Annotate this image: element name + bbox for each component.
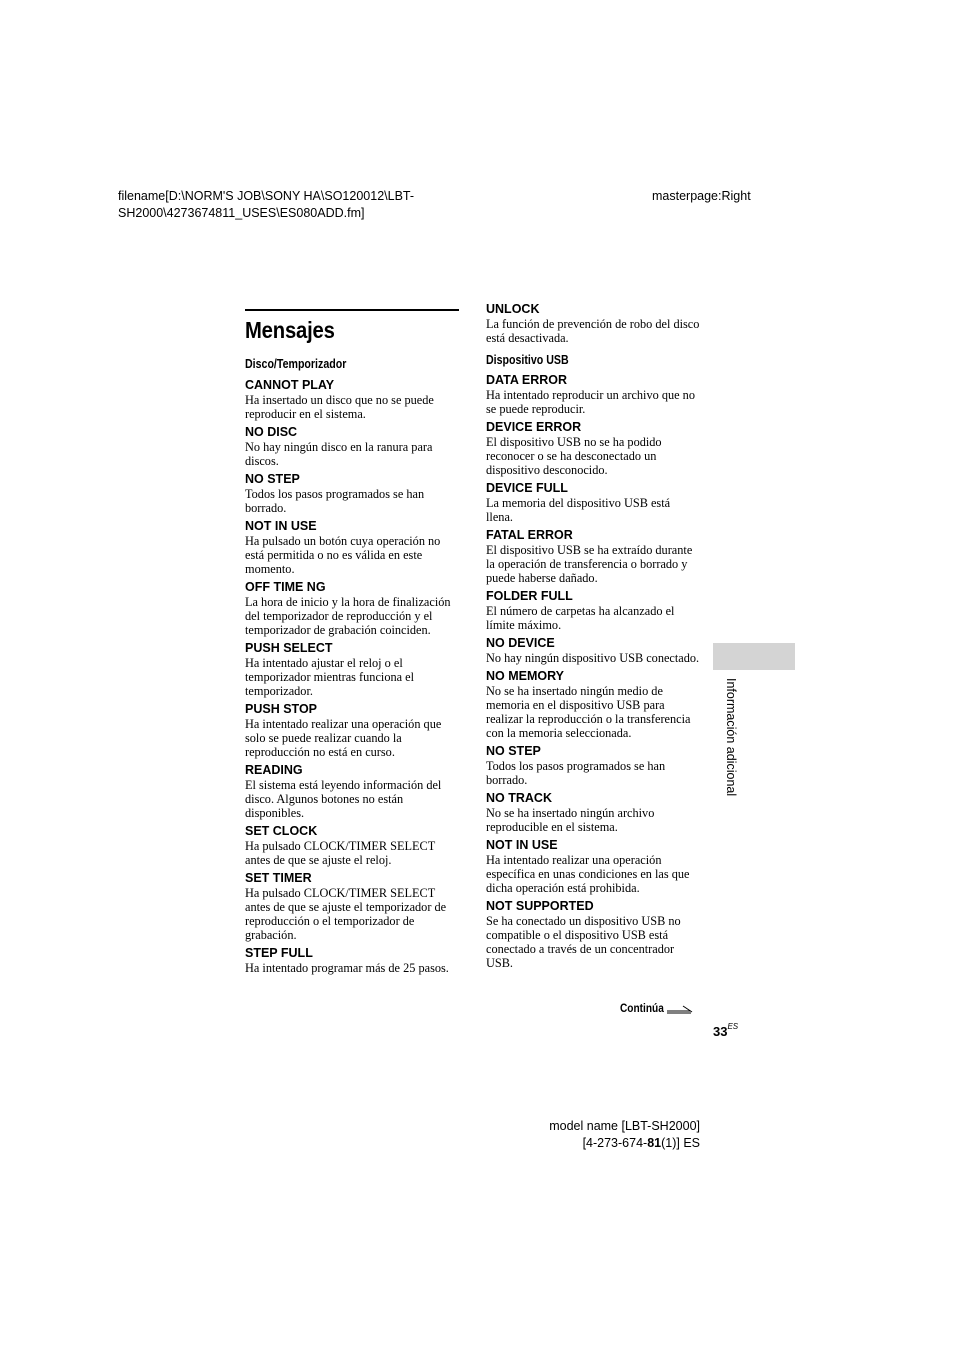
message-entry xyxy=(245,378,459,421)
message-description: Ha intentado realizar una operación que solo se puede realizar cuando la reproducción no está en curso. xyxy=(245,717,442,759)
message-description: Ha insertado un disco que no se puede reproducir en el sistema. xyxy=(245,393,434,421)
message-term: NO STEP xyxy=(245,472,300,486)
message-term: NO MEMORY xyxy=(486,669,565,683)
left-message-list xyxy=(245,378,459,975)
message-entry xyxy=(486,589,700,632)
message-term: SET CLOCK xyxy=(245,824,318,838)
message-entry xyxy=(486,838,700,895)
message-description: Ha intentado realizar una operación específica en unas condiciones en las que dicha operación está prohibida. xyxy=(486,853,690,895)
right-message-list xyxy=(486,373,700,970)
message-description: No se ha insertado ningún archivo reproducible en el sistema. xyxy=(486,806,655,834)
message-description: No hay ningún dispositivo USB conectado. xyxy=(486,651,700,665)
message-entry xyxy=(245,425,459,468)
message-term: NOT SUPPORTED xyxy=(486,899,594,913)
message-description: Ha pulsado un botón cuya operación no está permitida o no es válida en este momento. xyxy=(245,534,441,576)
message-term: NOT IN USE xyxy=(245,519,317,533)
message-description: El dispositivo USB se ha extraído durante la operación de transferencia o borrado y puede haberse dañado. xyxy=(486,543,693,585)
continued-label: Continúa xyxy=(620,1003,664,1015)
message-description: La hora de inicio y la hora de finalización del temporizador de reproducción y el temporizador de grabación coinciden. xyxy=(245,595,451,637)
message-term: UNLOCK xyxy=(486,302,540,316)
message-entry xyxy=(486,669,700,740)
footer-model-name: model name [LBT-SH2000] xyxy=(549,1119,700,1133)
message-term: PUSH STOP xyxy=(245,702,318,716)
footer-code: [4-273-674-81(1)] ES xyxy=(582,1136,700,1150)
page-title: Mensajes xyxy=(245,317,335,343)
message-term: READING xyxy=(245,763,303,777)
message-term: CANNOT PLAY xyxy=(245,378,335,392)
left-column xyxy=(245,309,459,975)
message-term: OFF TIME NG xyxy=(245,580,326,594)
message-description: Ha intentado reproducir un archivo que no se puede reproducir. xyxy=(486,388,695,416)
section-heading-usb: Dispositivo USB xyxy=(486,353,569,367)
message-term: NOT IN USE xyxy=(486,838,558,852)
message-term: DEVICE ERROR xyxy=(486,420,582,434)
message-term: STEP FULL xyxy=(245,946,313,960)
message-entry xyxy=(245,946,459,975)
message-term: FATAL ERROR xyxy=(486,528,573,542)
message-entry xyxy=(245,763,459,820)
message-term: PUSH SELECT xyxy=(245,641,333,655)
message-entry xyxy=(486,636,700,665)
right-column xyxy=(486,302,700,970)
message-entry xyxy=(245,702,459,759)
title-rule xyxy=(245,309,459,311)
message-description: Todos los pasos programados se han borrado. xyxy=(486,759,666,787)
message-term: FOLDER FULL xyxy=(486,589,573,603)
message-description: El dispositivo USB no se ha podido reconocer o se ha desconectado un dispositivo desconocido. xyxy=(486,435,662,477)
message-entry xyxy=(486,373,700,416)
message-description: Se ha conectado un dispositivo USB no compatible o el dispositivo USB está conectado a través de un concentrador USB. xyxy=(486,914,681,970)
message-term: DEVICE FULL xyxy=(486,481,568,495)
arrow-right-icon xyxy=(667,1004,693,1014)
message-entry xyxy=(245,871,459,942)
header-masterpage: masterpage:Right xyxy=(652,189,751,203)
message-description: La memoria del dispositivo USB está llena. xyxy=(486,496,671,524)
message-description: Ha intentado ajustar el reloj o el temporizador mientras funciona el temporizador. xyxy=(245,656,415,698)
message-entry xyxy=(486,744,700,787)
message-entry xyxy=(245,641,459,698)
message-entry xyxy=(486,302,700,345)
message-term: NO TRACK xyxy=(486,791,552,805)
message-description: El número de carpetas ha alcanzado el límite máximo. xyxy=(486,604,675,632)
message-description: El sistema está leyendo información del disco. Algunos botones no están disponibles. xyxy=(245,778,442,820)
message-description: Ha intentado programar más de 25 pasos. xyxy=(245,961,449,975)
message-entry xyxy=(245,824,459,867)
section-heading-disco: Disco/Temporizador xyxy=(245,357,347,371)
message-description: Ha pulsado CLOCK/TIMER SELECT antes de que se ajuste el temporizador de reproducción o el temporizador de grabación. xyxy=(245,886,447,942)
message-entry xyxy=(245,519,459,576)
section-tab-marker xyxy=(713,643,795,670)
message-term: NO DEVICE xyxy=(486,636,555,650)
message-entry xyxy=(486,791,700,834)
message-description: La función de prevención de robo del disco está desactivada. xyxy=(486,317,700,345)
message-term: DATA ERROR xyxy=(486,373,568,387)
header-filename: filename[D:\NORM'S JOB\SONY HA\SO120012\LBT-SH2000\4273674811_USES\ES080ADD.fm] xyxy=(118,189,415,220)
message-description: Todos los pasos programados se han borrado. xyxy=(245,487,425,515)
message-entry xyxy=(486,420,700,477)
message-term: NO DISC xyxy=(245,425,298,439)
side-tab-label: Información adicional xyxy=(724,678,738,797)
message-description: No se ha insertado ningún medio de memoria en el dispositivo USB para realizar la reproducción o la transferencia con la memoria seleccionada. xyxy=(486,684,691,740)
message-entry xyxy=(245,580,459,637)
message-entry xyxy=(486,528,700,585)
message-entry xyxy=(245,472,459,515)
page-number: $33^{ES}$ xyxy=(713,1022,739,1039)
message-entry xyxy=(486,481,700,524)
message-entry xyxy=(486,899,700,970)
footer-model-info xyxy=(549,1118,700,1152)
message-term: NO STEP xyxy=(486,744,541,758)
message-description: Ha pulsado CLOCK/TIMER SELECT antes de que se ajuste el reloj. xyxy=(245,839,436,867)
message-term: SET TIMER xyxy=(245,871,312,885)
message-description: No hay ningún disco en la ranura para discos. xyxy=(245,440,433,468)
continued-indicator xyxy=(620,1003,693,1015)
